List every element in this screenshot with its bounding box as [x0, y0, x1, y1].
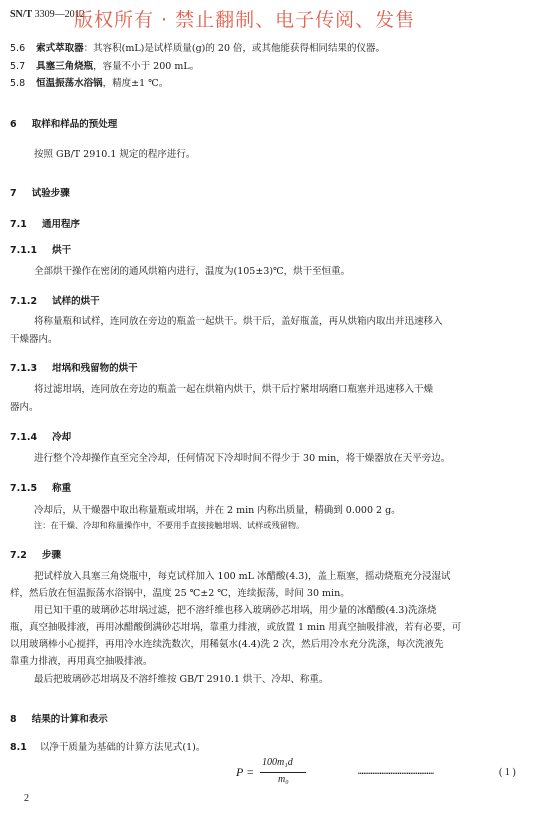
- standard-code: SN/T: [10, 9, 33, 20]
- section-title: 结果的计算和表示: [31, 714, 108, 725]
- subsection-heading: [10, 425, 71, 444]
- paragraph-line: 把试样放入具塞三角烧瓶中，每克试样加入 100 mL 冰醋酸(4.3)，盖上瓶塞，摇动烧瓶充分浸湿试: [34, 571, 451, 582]
- page-number: 2: [24, 793, 29, 804]
- subsection-heading: [10, 356, 138, 375]
- section-title: 坩埚和残留物的烘干: [52, 363, 138, 374]
- apparatus-item: [10, 40, 385, 54]
- copyright-watermark: 版权所有 · 禁止翻制、电子传阅、发售: [74, 9, 416, 31]
- paragraph-line: 器内。: [10, 402, 39, 413]
- section-heading: [10, 112, 117, 131]
- section-number: 7.1.1: [10, 245, 38, 256]
- section-title: 通用程序: [41, 219, 80, 230]
- section-title: 试验步骤: [31, 188, 70, 199]
- section-title: 试样的烘干: [52, 296, 100, 307]
- paragraph-line: 用已知干重的玻璃砂芯坩埚过滤，把不溶纤维也移入玻璃砂芯坩埚，用少量的冰醋酸(4.3)洗涤烧: [34, 605, 437, 616]
- section-number: 7.1.4: [10, 432, 38, 443]
- section-title: 称重: [52, 483, 72, 494]
- clause-8-1: [10, 739, 205, 753]
- equation-number: ( 1 ): [499, 767, 516, 778]
- paragraph-line: 将过滤坩埚，连同放在旁边的瓶盖一起在烘箱内烘干，烘干后拧紧坩埚磨口瓶塞并迅速移入干燥: [34, 384, 434, 395]
- subsection-heading: [10, 289, 100, 308]
- section-text: 按照 GB/T 2910.1 规定的程序进行。: [34, 149, 196, 160]
- section-number: 6: [10, 119, 17, 130]
- section-title: 取样和样品的预处理: [31, 119, 118, 130]
- section-title: 冷却: [52, 432, 72, 443]
- subsection-heading: [10, 212, 80, 231]
- section-number: 7: [10, 188, 17, 199]
- section-text: 进行整个冷却操作直至完全冷却，任何情况下冷却时间不得少于 30 min，将干燥器放在天平旁边。: [34, 453, 451, 464]
- paragraph-line: 干燥器内。: [10, 334, 58, 345]
- paragraph-line: 将称量瓶和试样，连同放在旁边的瓶盖一起烘干。烘干后，盖好瓶盖，再从烘箱内取出并迅速移入: [34, 316, 443, 327]
- formula-numerator: 100m₁d: [262, 757, 293, 768]
- section-number: 7.1.3: [10, 363, 38, 374]
- apparatus-text: ：其容积(mL)是试样质量(g)的 20 倍，或其他能获得相同结果的仪器。: [83, 43, 386, 54]
- section-text: 以净干质量为基础的计算方法见式(1)。: [39, 742, 206, 753]
- section-text: 全部烘干操作在密闭的通风烘箱内进行，温度为(105±3)℃，烘干至恒重。: [34, 266, 351, 277]
- formula-leader-dots: ……………………………………: [358, 767, 434, 777]
- apparatus-text: ，精度±1 ℃。: [102, 78, 169, 89]
- section-title: 步骤: [41, 550, 61, 561]
- section-number: 7.2: [10, 550, 27, 561]
- clause-number: 5.6: [10, 43, 26, 54]
- section-number: 7.1.5: [10, 483, 38, 494]
- apparatus-name: 具塞三角烧瓶: [36, 61, 94, 72]
- subsection-heading: [10, 543, 61, 562]
- apparatus-item: [10, 58, 199, 72]
- note-text: 注：在干燥、冷却和称量操作中，不要用手直接接触坩埚、试样或残留物。: [34, 520, 305, 530]
- section-heading: [10, 181, 70, 200]
- apparatus-name: 索式萃取器: [36, 43, 84, 54]
- paragraph-line: 瓶，真空抽吸排液，再用冰醋酸倒满砂芯坩埚，靠重力排液，或放置 1 min 用真空抽吸排液，若有必要，可: [10, 622, 462, 633]
- formula-denominator: m₀: [278, 774, 289, 785]
- subsection-heading: [10, 476, 71, 495]
- apparatus-text: ，容量不小于 200 mL。: [93, 61, 200, 72]
- paragraph-line: 最后把玻璃砂芯坩埚及不溶纤维按 GB/T 2910.1 烘干、冷却、称重。: [34, 674, 329, 685]
- formula-lhs: P =: [236, 765, 255, 779]
- apparatus-name: 恒温振荡水浴锅: [36, 78, 103, 89]
- section-number: 8: [10, 714, 17, 725]
- apparatus-item: [10, 75, 168, 89]
- subsection-heading: [10, 238, 71, 257]
- section-title: 烘干: [52, 245, 72, 256]
- standard-number: 3309—2012: [34, 9, 85, 20]
- paragraph-line: 靠重力排液，再用真空抽吸排液。: [10, 656, 153, 667]
- section-number: 7.1: [10, 219, 27, 230]
- section-heading: [10, 707, 108, 726]
- section-text: 冷却后，从干燥器中取出称量瓶或坩埚，并在 2 min 内称出质量，精确到 0.000 2 g。: [34, 505, 401, 516]
- fraction-bar: [260, 772, 306, 773]
- section-number: 7.1.2: [10, 296, 38, 307]
- paragraph-line: 以用玻璃棒小心搅拌，再用冷水连续洗数次，用稀氨水(4.4)洗 2 次，然后用冷水充分洗涤，每次洗液先: [10, 639, 444, 650]
- clause-number: 5.7: [10, 61, 26, 72]
- clause-number: 5.8: [10, 78, 26, 89]
- section-number: 8.1: [10, 742, 27, 753]
- paragraph-line: 样，然后放在恒温振荡水浴锅中，温度 25 ℃±2 ℃，连续振荡，时间 30 min。: [10, 588, 350, 599]
